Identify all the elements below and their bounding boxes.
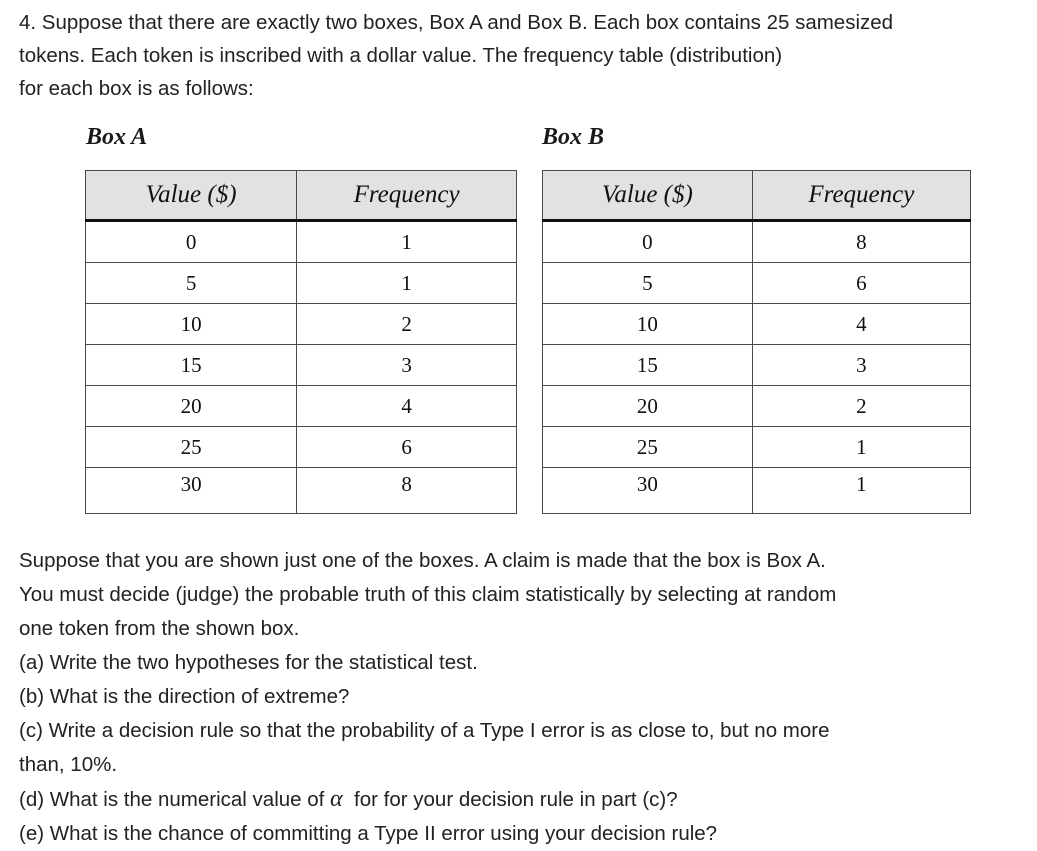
- value-column-header: Value ($): [86, 171, 297, 221]
- box-b-frequency-table: [542, 170, 971, 514]
- box-a-title: Box A: [86, 124, 148, 150]
- frequency-cell: 1: [297, 221, 517, 263]
- part-d-text-before: (d) What is the numerical value of: [19, 788, 331, 811]
- table-row: [86, 221, 517, 263]
- frequency-cell: 2: [752, 386, 970, 427]
- frequency-cell: 4: [752, 304, 970, 345]
- value-cell: 0: [543, 221, 753, 263]
- value-cell: 5: [543, 263, 753, 304]
- question-part-e: (e) What is the chance of committing a Type II error using your decision rule?: [19, 822, 718, 845]
- question-part-d: [19, 782, 1019, 817]
- intro-line: for each box is as follows:: [19, 77, 254, 100]
- table-row: [86, 304, 517, 345]
- value-cell: 30: [86, 468, 297, 514]
- value-cell: 5: [86, 263, 297, 304]
- value-cell: 10: [543, 304, 753, 345]
- table-header-row: [543, 171, 971, 221]
- frequency-cell: 6: [752, 263, 970, 304]
- frequency-cell: 1: [752, 427, 970, 468]
- frequency-cell: 8: [297, 468, 517, 514]
- question-line: You must decide (judge) the probable truth of this claim statistically by selecting at random: [19, 583, 837, 606]
- value-cell: 25: [86, 427, 297, 468]
- table-row: [543, 427, 971, 468]
- intro-paragraph: [19, 6, 1019, 105]
- frequency-cell: 2: [297, 304, 517, 345]
- question-part-c-continued: than, 10%.: [19, 753, 118, 776]
- alpha-symbol: α: [330, 786, 343, 812]
- value-cell: 15: [86, 345, 297, 386]
- part-d-text-after: for for your decision rule in part (c)?: [342, 788, 678, 811]
- table-row: [86, 386, 517, 427]
- table-row: [543, 221, 971, 263]
- frequency-cell: 3: [752, 345, 970, 386]
- frequency-column-header: Frequency: [297, 171, 517, 221]
- question-part-b: (b) What is the direction of extreme?: [19, 685, 350, 708]
- table-row: [543, 263, 971, 304]
- question-line: one token from the shown box.: [19, 617, 300, 640]
- frequency-cell: 4: [297, 386, 517, 427]
- value-cell: 10: [86, 304, 297, 345]
- table-row: [86, 345, 517, 386]
- table-row: [543, 304, 971, 345]
- frequency-cell: 3: [297, 345, 517, 386]
- table-row: [543, 468, 971, 514]
- value-cell: 15: [543, 345, 753, 386]
- question-text: [19, 544, 1019, 851]
- frequency-cell: 1: [752, 468, 970, 514]
- question-line: Suppose that you are shown just one of the boxes. A claim is made that the box is Box A.: [19, 549, 826, 572]
- frequency-cell: 8: [752, 221, 970, 263]
- value-cell: 20: [543, 386, 753, 427]
- question-part-a: (a) Write the two hypotheses for the statistical test.: [19, 651, 478, 674]
- table-row: [86, 263, 517, 304]
- intro-line: tokens. Each token is inscribed with a dollar value. The frequency table (distribution): [19, 44, 783, 67]
- value-cell: 20: [86, 386, 297, 427]
- box-a-frequency-table: [85, 170, 517, 514]
- value-cell: 25: [543, 427, 753, 468]
- frequency-cell: 1: [297, 263, 517, 304]
- intro-line: 4. Suppose that there are exactly two boxes, Box A and Box B. Each box contains 25 samesized: [19, 11, 894, 34]
- box-b-title: Box B: [542, 124, 605, 150]
- value-cell: 0: [86, 221, 297, 263]
- table-row: [543, 386, 971, 427]
- table-row: [86, 468, 517, 514]
- table-row: [543, 345, 971, 386]
- frequency-column-header: Frequency: [752, 171, 970, 221]
- table-row: [86, 427, 517, 468]
- question-part-c: (c) Write a decision rule so that the probability of a Type I error is as close to, but no more: [19, 719, 830, 742]
- frequency-cell: 6: [297, 427, 517, 468]
- table-header-row: [86, 171, 517, 221]
- value-column-header: Value ($): [543, 171, 753, 221]
- value-cell: 30: [543, 468, 753, 514]
